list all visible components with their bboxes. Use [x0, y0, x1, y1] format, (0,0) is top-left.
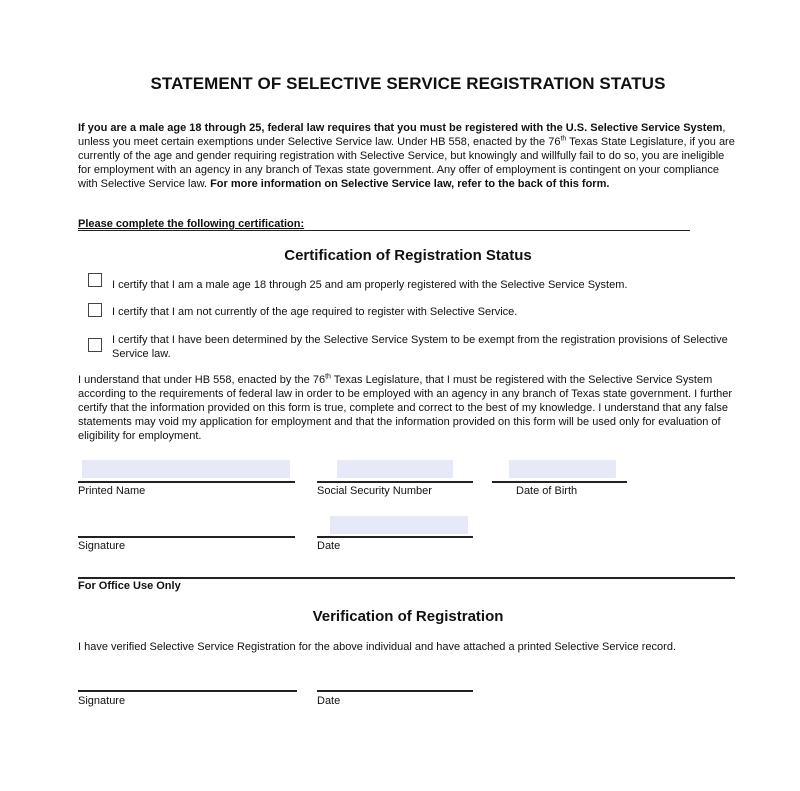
instruction: Please complete the following certification:: [78, 218, 305, 230]
understand-paragraph: [78, 373, 738, 443]
page-title: STATEMENT OF SELECTIVE SERVICE REGISTRATION STATUS: [150, 74, 666, 93]
understand-text: I understand that under HB 558, enacted by the 76: [78, 374, 326, 386]
printed-name-input[interactable]: [82, 460, 290, 478]
underline: [317, 536, 473, 538]
checkbox-not-of-age[interactable]: [88, 303, 102, 317]
intro-text-2: Texas State Legislature, if you are currently of the age and gender requiring registration with Selective Service, but knowingly and willfully fail to do so, you are ineligible for employment with an agency in any branch of Texas state government. Any offer of employment is contingent on your compliance with Selective Service law.: [78, 136, 735, 190]
signature-line[interactable]: [78, 536, 295, 538]
intro-bold-2: For more information on Selective Service law, refer to the back of this form.: [210, 178, 610, 190]
office-signature-label: Signature: [78, 695, 126, 707]
option-label: I certify that I have been determined by the Selective Service System to be exempt from the registration provisions of Selective Service law.: [112, 334, 728, 360]
option-label: I certify that I am not currently of the age required to register with Selective Service.: [112, 306, 518, 318]
verification-text: I have verified Selective Service Registration for the above individual and have attached a printed Selective Service record.: [78, 641, 677, 653]
divider: [78, 230, 690, 231]
option-label: I certify that I am a male age 18 through 25 and am properly registered with the Selective Service System.: [112, 279, 628, 291]
intro-text: , unless you meet certain exemptions under Selective Service law. Under HB 558, enacted by the 76: [78, 122, 726, 148]
ssn-label: Social Security Number: [317, 485, 432, 497]
dob-input[interactable]: [509, 460, 616, 478]
intro-paragraph: [78, 121, 738, 191]
ssn-input[interactable]: [337, 460, 453, 478]
underline: [492, 481, 627, 483]
office-date-label: Date: [317, 695, 341, 707]
date-label: Date: [317, 540, 341, 552]
understand-text-2: Texas Legislature, that I must be registered with the Selective Service System according to the requirements of federal law in order to be employed with an agency in any branch of Texas state government. I further certify that the information provided on this form is true, complete and correct to the best of my knowledge. I understand that any false statements may void my application for employment and that the information provided on this form will be used only for evaluation of eligibility for employment.: [78, 374, 733, 442]
checkbox-exempt[interactable]: [88, 338, 102, 352]
intro-bold: If you are a male age 18 through 25, federal law requires that you must be registered with the U.S. Selective Service System: [78, 122, 723, 134]
signature-label: Signature: [78, 540, 126, 552]
office-date-line: [317, 690, 473, 692]
intro-sup: th: [560, 135, 567, 143]
understand-sup: th: [325, 373, 331, 381]
printed-name-label: Printed Name: [78, 485, 146, 497]
office-signature-line: [78, 690, 297, 692]
office-use-label: For Office Use Only: [78, 580, 181, 592]
underline: [78, 481, 295, 483]
checkbox-registered[interactable]: [88, 273, 102, 287]
certification-heading: Certification of Registration Status: [284, 247, 532, 264]
verification-heading: Verification of Registration: [312, 608, 504, 625]
dob-label: Date of Birth: [516, 485, 578, 497]
office-divider: [78, 577, 735, 579]
date-input[interactable]: [330, 516, 468, 534]
underline: [317, 481, 473, 483]
